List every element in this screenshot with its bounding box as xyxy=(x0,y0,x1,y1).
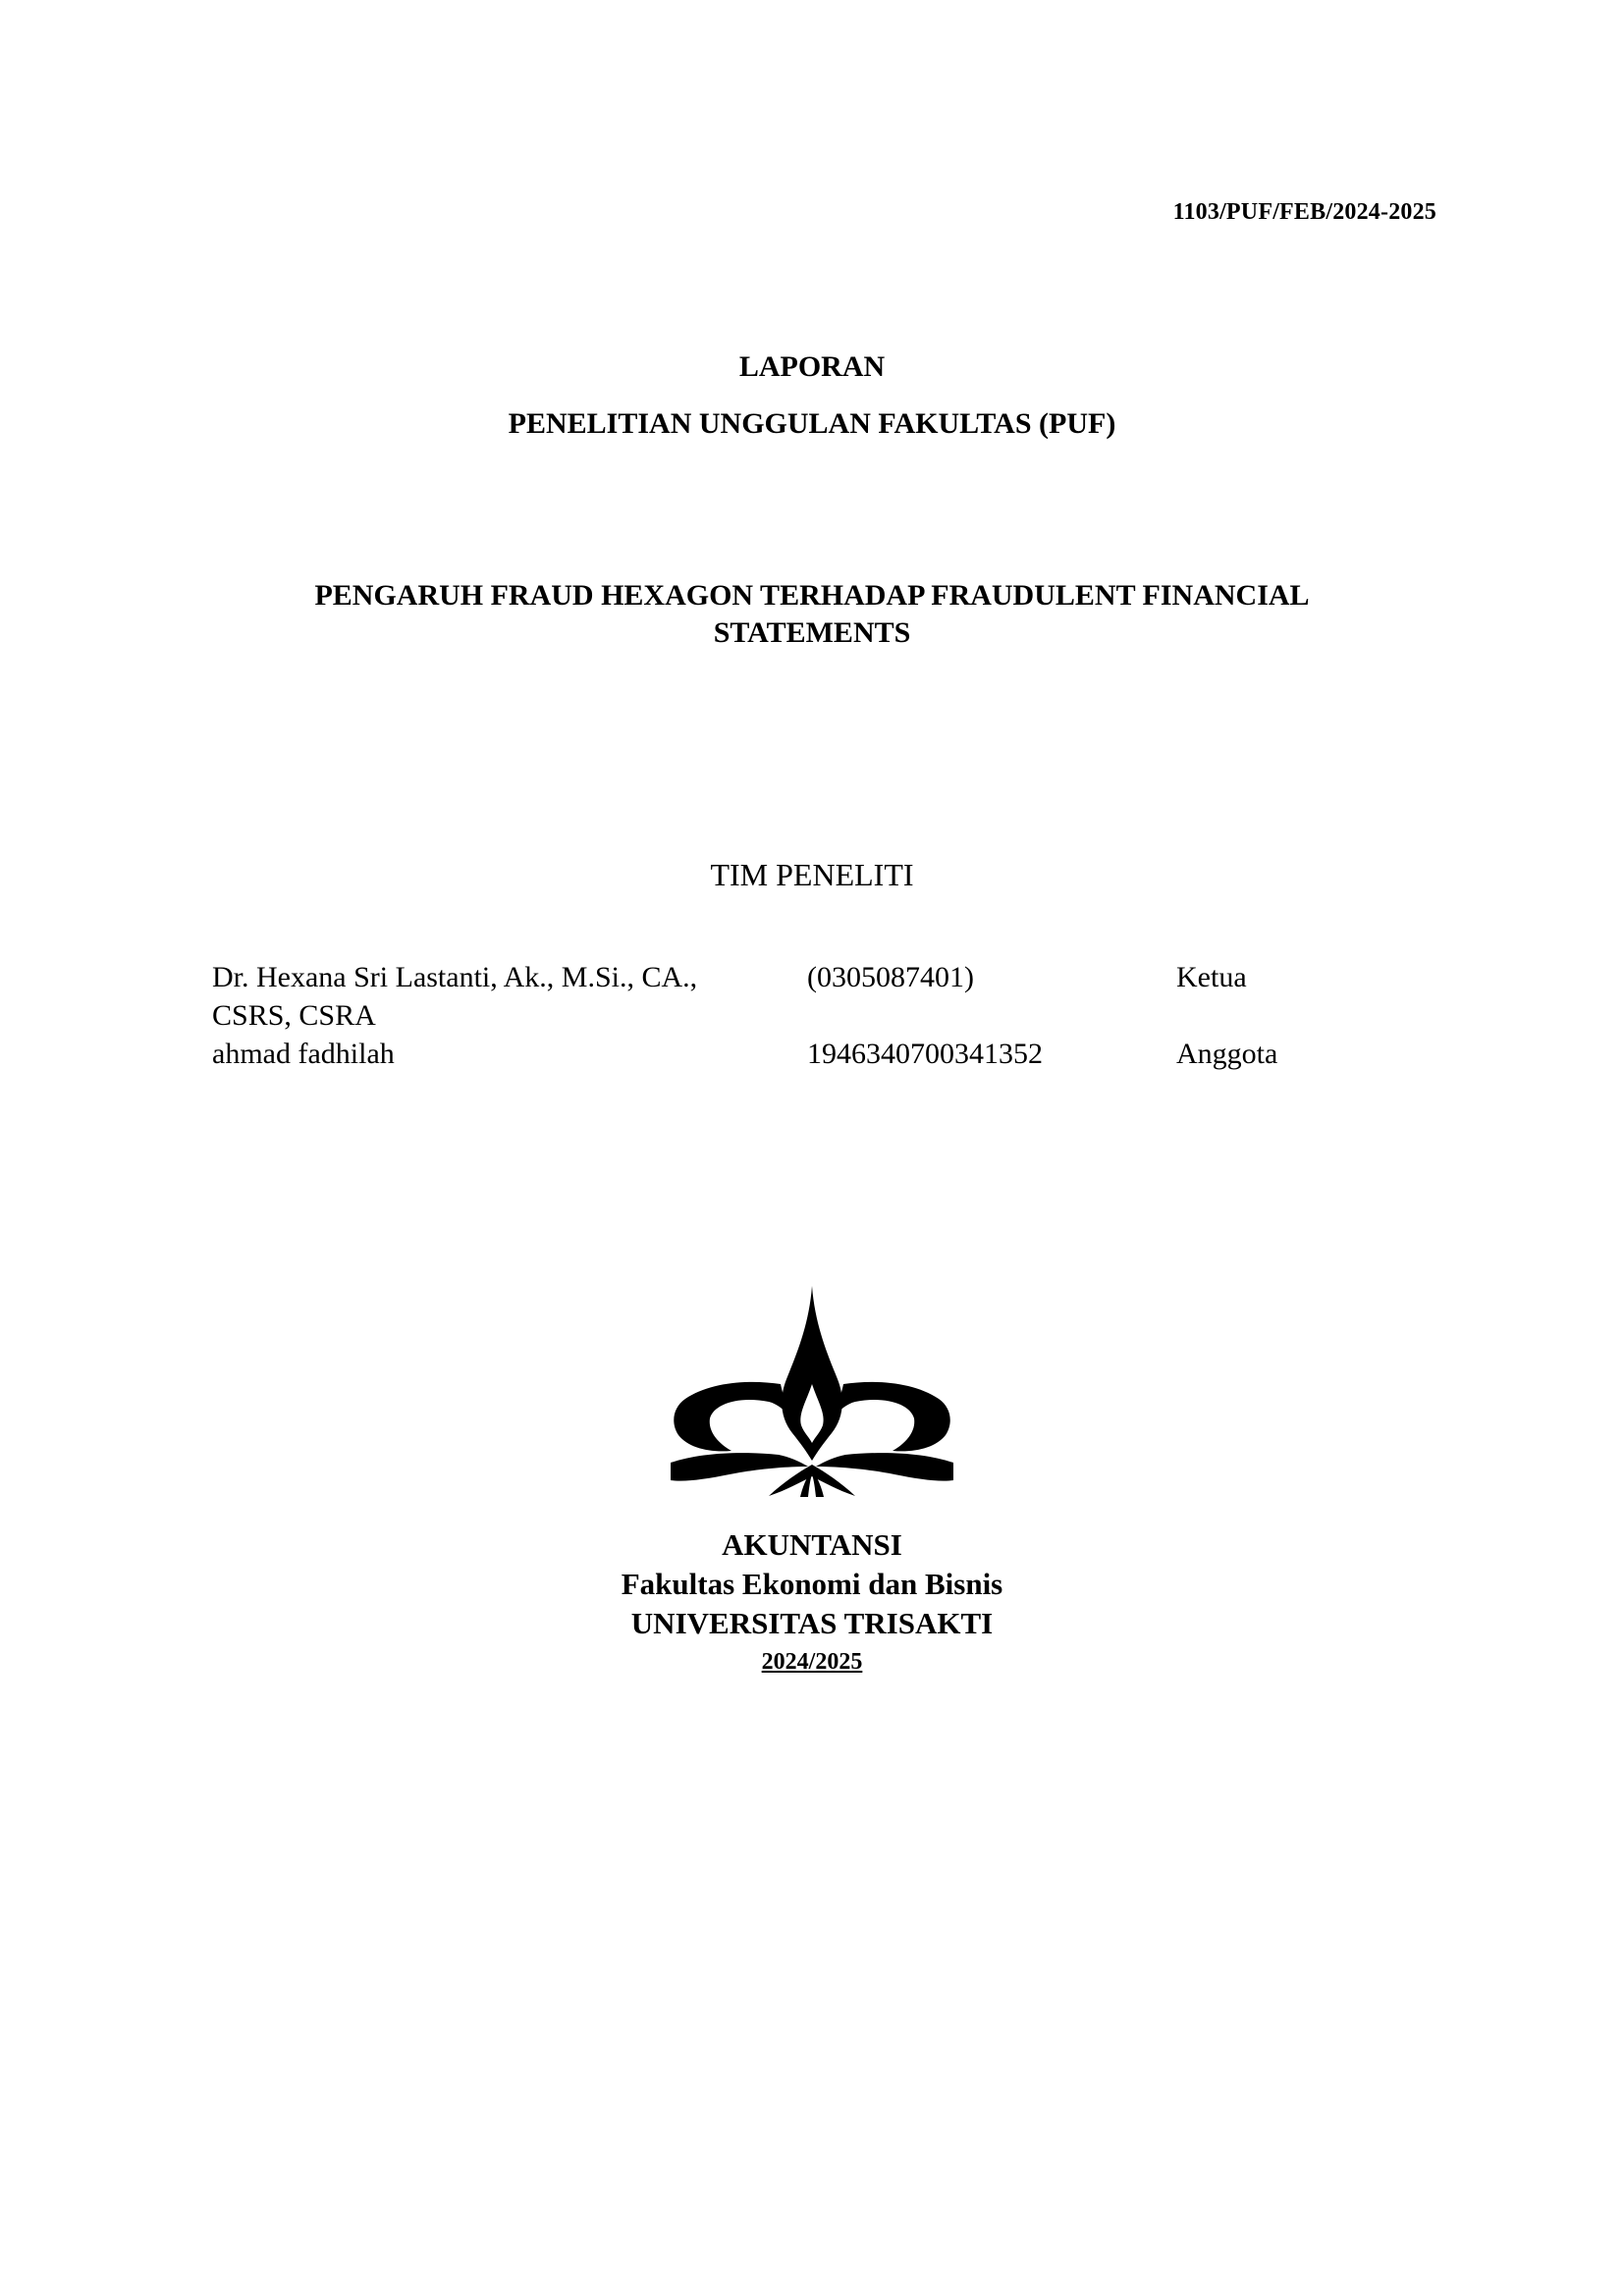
member-name-line-2: CSRS, CSRA xyxy=(212,999,376,1032)
member-name: ahmad fadhilah xyxy=(212,1038,395,1070)
university-name: UNIVERSITAS TRISAKTI xyxy=(630,1606,994,1640)
member-role: Ketua xyxy=(1176,961,1247,993)
member-id: 1946340700341352 xyxy=(807,1038,1043,1070)
research-title-line-1: PENGARUH FRAUD HEXAGON TERHADAP FRAUDULENT FINANCIAL xyxy=(314,579,1310,612)
team-heading: TIM PENELITI xyxy=(710,857,914,892)
academic-year: 2024/2025 xyxy=(761,1649,863,1675)
document-number: 1103/PUF/FEB/2024-2025 xyxy=(1172,199,1436,225)
member-name xyxy=(212,958,772,1035)
university-logo xyxy=(671,1286,953,1497)
member-id: (0305087401) xyxy=(807,961,974,993)
department-name: AKUNTANSI xyxy=(722,1527,902,1562)
member-role: Anggota xyxy=(1176,1038,1278,1070)
member-name-line-1: Dr. Hexana Sri Lastanti, Ak., M.Si., CA., xyxy=(212,961,698,993)
research-title-line-2: STATEMENTS xyxy=(713,616,911,649)
report-type: PENELITIAN UNGGULAN FAKULTAS (PUF) xyxy=(508,407,1116,440)
research-title xyxy=(0,577,1624,652)
report-label: LAPORAN xyxy=(738,350,886,383)
faculty-name: Fakultas Ekonomi dan Bisnis xyxy=(621,1567,1003,1601)
